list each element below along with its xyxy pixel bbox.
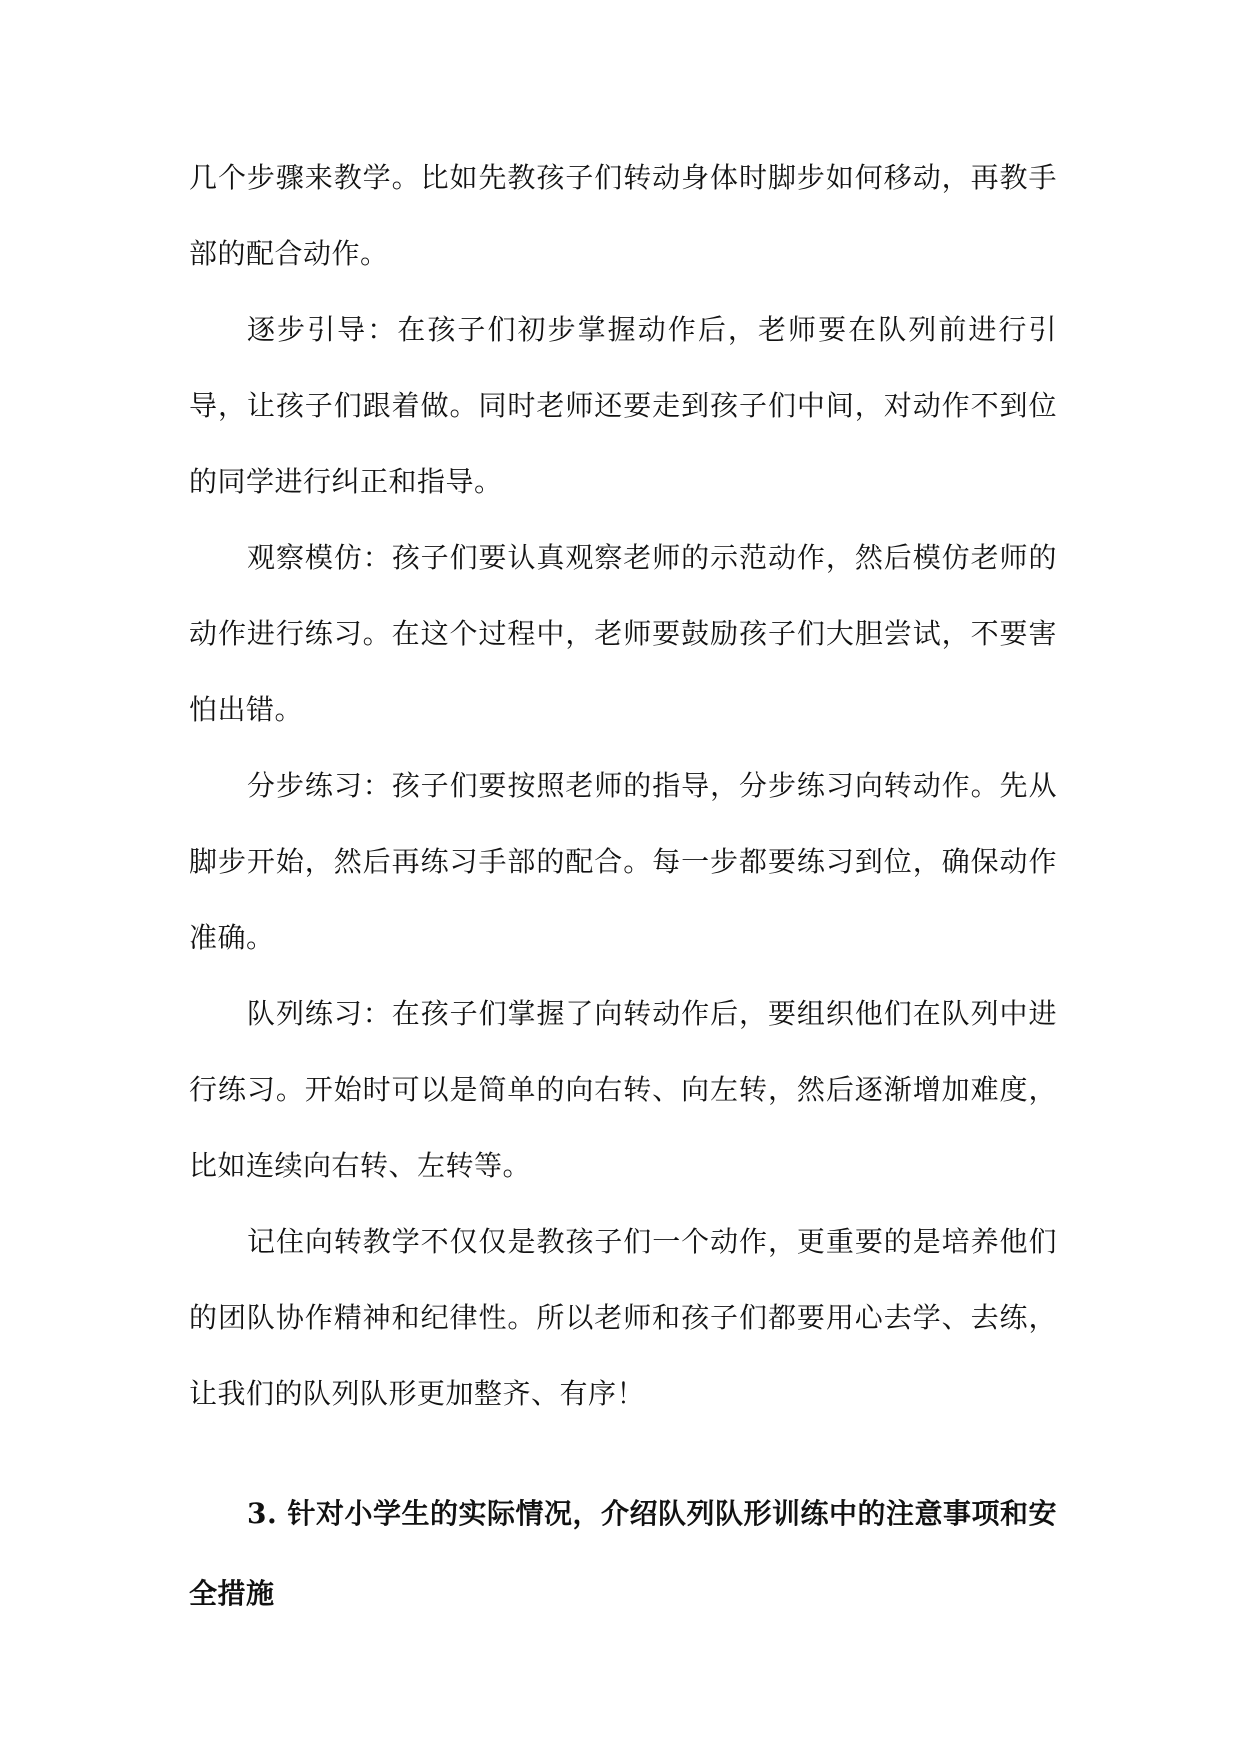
paragraph-observe-imitate: 观察模仿：孩子们要认真观察老师的示范动作，然后模仿老师的动作进行练习。在这个过程中，老师要鼓励孩子们大胆尝试，不要害怕出错。 xyxy=(189,541,1057,726)
paragraph-stepwise-practice: 分步练习：孩子们要按照老师的指导，分步练习向转动作。先从脚步开始，然后再练习手部的配合。每一步都要练习到位，确保动作准确。 xyxy=(189,769,1057,954)
paragraph-step-guidance: 逐步引导：在孩子们初步掌握动作后，老师要在队列前进行引导，让孩子们跟着做。同时老师还要走到孩子们中间，对动作不到位的同学进行纠正和指导。 xyxy=(189,313,1057,498)
paragraph-summary: 记住向转教学不仅仅是教孩子们一个动作，更重要的是培养他们的团队协作精神和纪律性。所以老师和孩子们都要用心去学、去练，让我们的队列队形更加整齐、有序！ xyxy=(189,1225,1057,1410)
section-heading: 3. 针对小学生的实际情况，介绍队列队形训练中的注意事项和安全措施 xyxy=(189,1497,1057,1610)
document-body xyxy=(189,140,1057,1634)
paragraph-formation-practice: 队列练习：在孩子们掌握了向转动作后，要组织他们在队列中进行练习。开始时可以是简单的向右转、向左转，然后逐渐增加难度，比如连续向右转、左转等。 xyxy=(189,997,1057,1182)
paragraph-continuation: 几个步骤来教学。比如先教孩子们转动身体时脚步如何移动，再教手部的配合动作。 xyxy=(189,161,1057,270)
